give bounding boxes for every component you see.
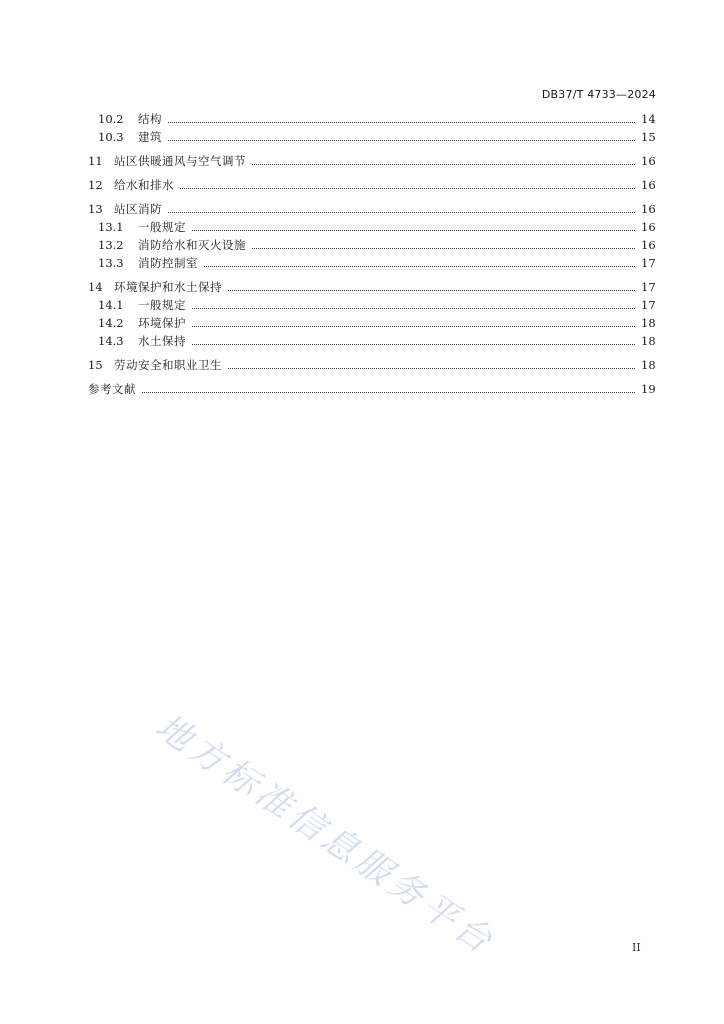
dot-leader [192, 307, 635, 309]
toc-entry[interactable] [88, 152, 655, 170]
toc-entry[interactable] [88, 278, 655, 296]
dot-leader [168, 139, 635, 141]
dot-leader [252, 163, 635, 165]
toc-entry-page: 16 [641, 238, 656, 252]
toc-entry-page: 16 [641, 220, 656, 234]
toc-entry-title: 环境保护和水土保持 [114, 280, 222, 294]
toc-entry-title: 建筑 [138, 130, 162, 144]
toc-entry-page: 16 [641, 202, 656, 216]
toc-entry-number: 14.1 [98, 298, 124, 312]
toc-entry-number: 15 [88, 358, 103, 372]
toc-entry-page: 19 [641, 382, 656, 396]
toc-entry-title: 结构 [138, 112, 162, 126]
toc-entry-number: 13.2 [98, 238, 124, 252]
toc-entry-page: 17 [641, 298, 656, 312]
dot-leader [192, 343, 635, 345]
dot-leader [252, 247, 635, 249]
toc-entry-title: 站区供暖通风与空气调节 [114, 154, 246, 168]
toc-entry-page: 15 [641, 130, 656, 144]
table-of-contents [88, 110, 655, 398]
toc-entry-number: 13.3 [98, 256, 124, 270]
toc-entry[interactable] [88, 296, 655, 314]
toc-entry[interactable] [88, 314, 655, 332]
toc-entry[interactable] [88, 236, 655, 254]
toc-entry[interactable] [88, 254, 655, 272]
toc-entry[interactable] [88, 200, 655, 218]
toc-entry-page: 14 [641, 112, 656, 126]
toc-entry-title: 一般规定 [138, 298, 186, 312]
watermark: 地方标准信息服务平台 [148, 706, 503, 964]
toc-entry-number: 10.2 [98, 112, 124, 126]
toc-entry[interactable] [88, 176, 655, 194]
toc-entry-number: 13.1 [98, 220, 124, 234]
dot-leader [228, 289, 635, 291]
toc-entry-number: 14.2 [98, 316, 124, 330]
toc-entry-page: 18 [641, 358, 656, 372]
toc-entry-page: 16 [641, 154, 656, 168]
toc-entry-title: 一般规定 [138, 220, 186, 234]
toc-entry-number: 14.3 [98, 334, 124, 348]
toc-entry[interactable] [88, 356, 655, 374]
dot-leader [204, 265, 635, 267]
dot-leader [142, 391, 635, 393]
dot-leader [180, 187, 635, 189]
toc-entry[interactable] [88, 332, 655, 350]
toc-entry-page: 17 [641, 256, 656, 270]
page-number: II [632, 941, 641, 954]
toc-entry-page: 17 [641, 280, 656, 294]
dot-leader [168, 121, 635, 123]
toc-entry[interactable] [88, 128, 655, 146]
toc-entry-title: 消防给水和灭火设施 [138, 238, 246, 252]
toc-entry-page: 16 [641, 178, 656, 192]
toc-entry-page: 18 [641, 334, 656, 348]
toc-entry-title: 参考文献 [88, 382, 136, 396]
document-code: DB37/T 4733—2024 [541, 88, 656, 101]
dot-leader [228, 367, 635, 369]
toc-entry[interactable] [88, 218, 655, 236]
toc-entry-title: 给水和排水 [114, 178, 174, 192]
toc-entry-number: 11 [88, 154, 103, 168]
toc-entry[interactable] [88, 380, 655, 398]
toc-entry-number: 12 [88, 178, 103, 192]
toc-entry[interactable] [88, 110, 655, 128]
toc-entry-page: 18 [641, 316, 656, 330]
toc-entry-title: 水土保持 [138, 334, 186, 348]
toc-entry-number: 10.3 [98, 130, 124, 144]
dot-leader [192, 229, 635, 231]
toc-entry-number: 13 [88, 202, 103, 216]
dot-leader [192, 325, 635, 327]
toc-entry-title: 消防控制室 [138, 256, 198, 270]
toc-entry-title: 站区消防 [114, 202, 162, 216]
toc-entry-title: 环境保护 [138, 316, 186, 330]
toc-entry-number: 14 [88, 280, 103, 294]
toc-entry-title: 劳动安全和职业卫生 [114, 358, 222, 372]
dot-leader [168, 211, 635, 213]
